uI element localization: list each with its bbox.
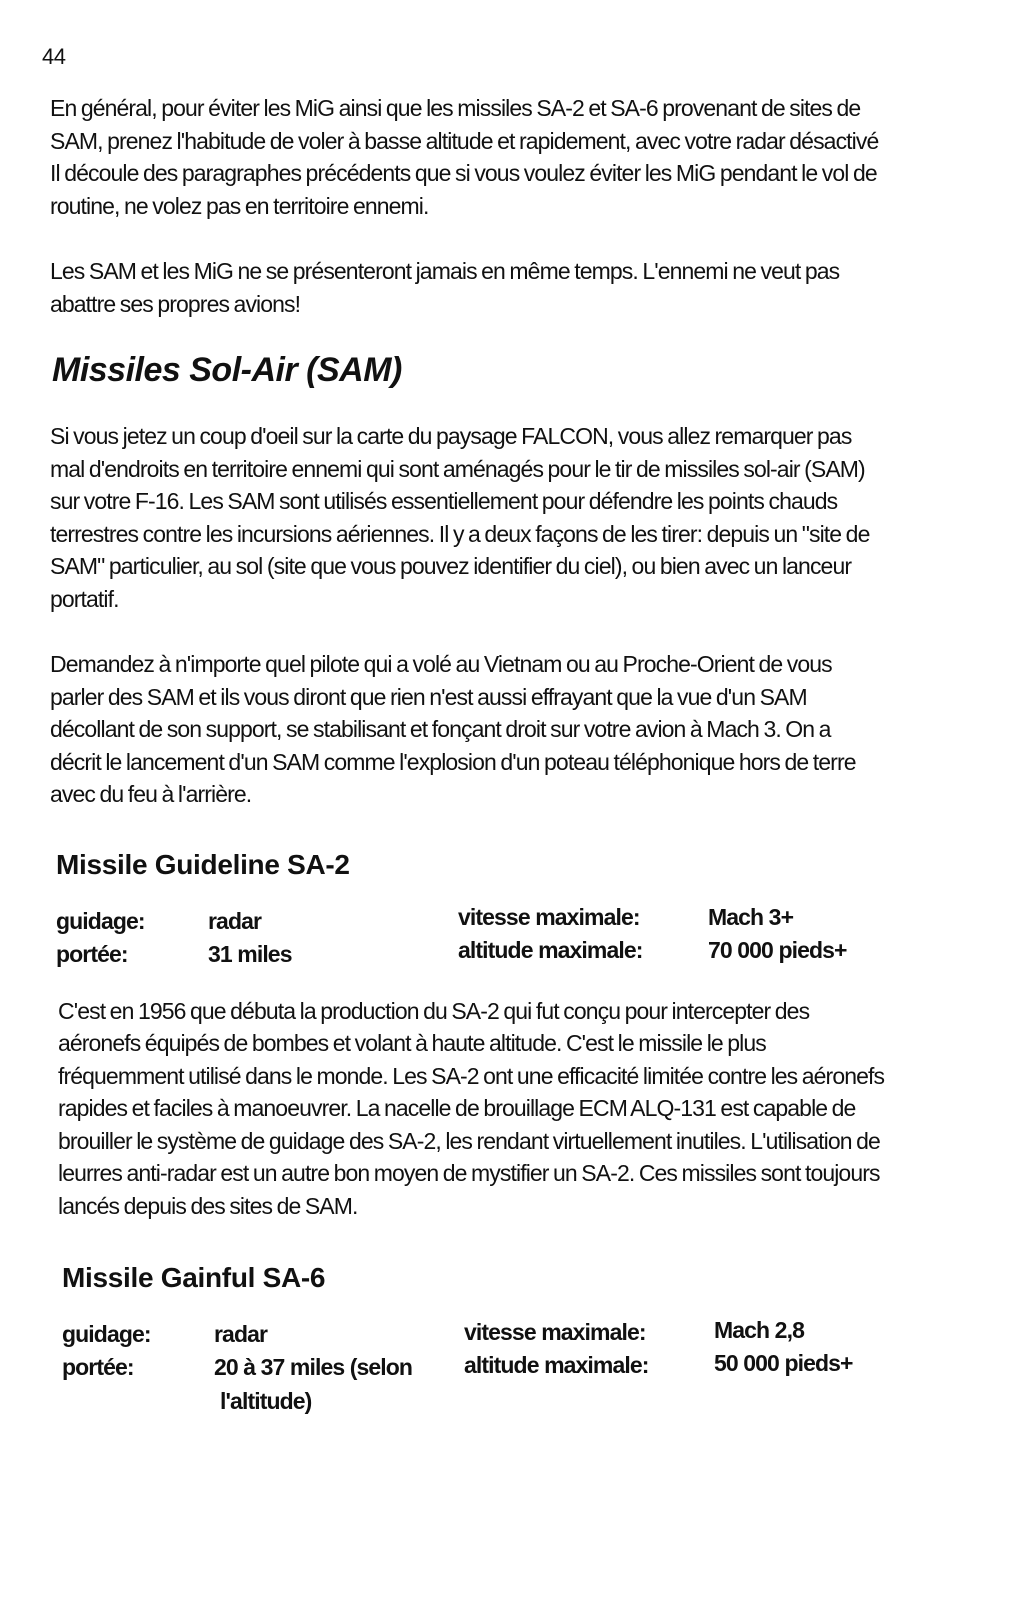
sa6-specs bbox=[62, 1318, 990, 1420]
sa2-paragraph bbox=[58, 995, 990, 1223]
sa6-portee-value-line2: l'altitude) bbox=[220, 1388, 312, 1414]
sa2-portee-value: 31 miles bbox=[208, 940, 292, 967]
sa6-vitesse-label: vitesse maximale: bbox=[464, 1319, 646, 1345]
text-line: parler des SAM et ils vous diront que rien n'est aussi effrayant que la vue d'un SAM bbox=[50, 683, 807, 710]
sa6-guidage-label: guidage: bbox=[62, 1321, 151, 1347]
sa2-specs bbox=[56, 905, 990, 975]
sa6-altitude-label: altitude maximale: bbox=[464, 1352, 649, 1378]
text-line: Demandez à n'importe quel pilote qui a volé au Vietnam ou au Proche-Orient de vous bbox=[50, 651, 832, 677]
text-line: fréquemment utilisé dans le monde. Les SA-2 ont une efficacité limitée contre les aéronefs bbox=[58, 1062, 885, 1089]
sa6-portee-value-line1: 20 à 37 miles (selon bbox=[214, 1354, 413, 1380]
sa6-altitude-value: 50 000 pieds+ bbox=[714, 1350, 853, 1376]
sa6-guidage-value: radar bbox=[214, 1321, 268, 1347]
sa2-title: Missile Guideline SA-2 bbox=[56, 848, 350, 880]
sa6-vitesse-value: Mach 2,8 bbox=[714, 1317, 804, 1343]
text-line: SAM" particulier, au sol (site que vous pouvez identifier du ciel), ou bien avec un lanceur bbox=[50, 553, 852, 579]
text-line: Si vous jetez un coup d'oeil sur la carte du paysage FALCON, vous allez remarquer pas bbox=[50, 423, 852, 449]
text-line: En général, pour éviter les MiG ainsi que les missiles SA-2 et SA-6 provenant de sites de bbox=[50, 95, 861, 121]
text-line: brouiller le système de guidage des SA-2, les rendant virtuellement inutiles. L'utilisation de bbox=[58, 1127, 880, 1154]
text-line: SAM, prenez l'habitude de voler à basse altitude et rapidement, avec votre radar désactivé bbox=[50, 127, 879, 154]
text-line: décrit le lancement d'un SAM comme l'explosion d'un poteau téléphonique hors de terre bbox=[50, 748, 856, 775]
sa2-guidage-label: guidage: bbox=[56, 907, 145, 934]
text-line: routine, ne volez pas en territoire ennemi. bbox=[50, 192, 429, 219]
page-number: 44 bbox=[42, 44, 66, 69]
text-line: lancés depuis des sites de SAM. bbox=[58, 1192, 358, 1219]
text-line: leurres anti-radar est un autre bon moyen de mystifier un SA-2. Ces missiles sont toujours bbox=[58, 1160, 880, 1186]
sa2-altitude-value: 70 000 pieds+ bbox=[708, 936, 847, 963]
sa2-guidage-value: radar bbox=[208, 907, 262, 934]
sa6-title: Missile Gainful SA-6 bbox=[62, 1262, 326, 1293]
text-line: abattre ses propres avions! bbox=[50, 290, 301, 317]
text-line: avec du feu à l'arrière. bbox=[50, 781, 252, 807]
text-line: portatif. bbox=[50, 585, 119, 612]
text-line: Il découle des paragraphes précédents que si vous voulez éviter les MiG pendant le vol de bbox=[50, 160, 877, 186]
sa2-portee-label: portée: bbox=[56, 940, 128, 967]
sa2-altitude-label: altitude maximale: bbox=[458, 936, 643, 963]
text-line: décollant de son support, se stabilisant et fonçant droit sur votre avion à Mach 3. On a bbox=[50, 716, 831, 742]
text-line: aéronefs équipés de bombes et volant à haute altitude. C'est le missile le plus bbox=[58, 1030, 766, 1056]
sa2-vitesse-value: Mach 3+ bbox=[708, 903, 794, 930]
intro-paragraph-2 bbox=[50, 255, 990, 320]
text-line: Les SAM et les MiG ne se présenteront jamais en même temps. L'ennemi ne veut pas bbox=[50, 258, 840, 284]
sam-paragraph-1 bbox=[50, 420, 990, 615]
intro-paragraph-1 bbox=[50, 92, 990, 222]
text-line: mal d'endroits en territoire ennemi qui sont aménagés pour le tir de missiles sol-air (SAM) bbox=[50, 455, 865, 482]
text-line: sur votre F-16. Les SAM sont utilisés essentiellement pour défendre les points chauds bbox=[50, 488, 838, 514]
sam-paragraph-2 bbox=[50, 648, 990, 811]
text-line: terrestres contre les incursions aériennes. Il y a deux façons de les tirer: depuis un "site de bbox=[50, 520, 870, 547]
sa2-vitesse-label: vitesse maximale: bbox=[458, 903, 640, 930]
page-content bbox=[50, 92, 990, 1420]
sa6-portee-label: portée: bbox=[62, 1354, 134, 1380]
text-line: rapides et faciles à manoeuvrer. La nacelle de brouillage ECM ALQ-131 est capable de bbox=[58, 1095, 856, 1121]
section-title-sam: Missiles Sol-Air (SAM) bbox=[52, 351, 402, 389]
text-line: C'est en 1956 que débuta la production du SA-2 qui fut conçu pour intercepter des bbox=[58, 997, 810, 1024]
